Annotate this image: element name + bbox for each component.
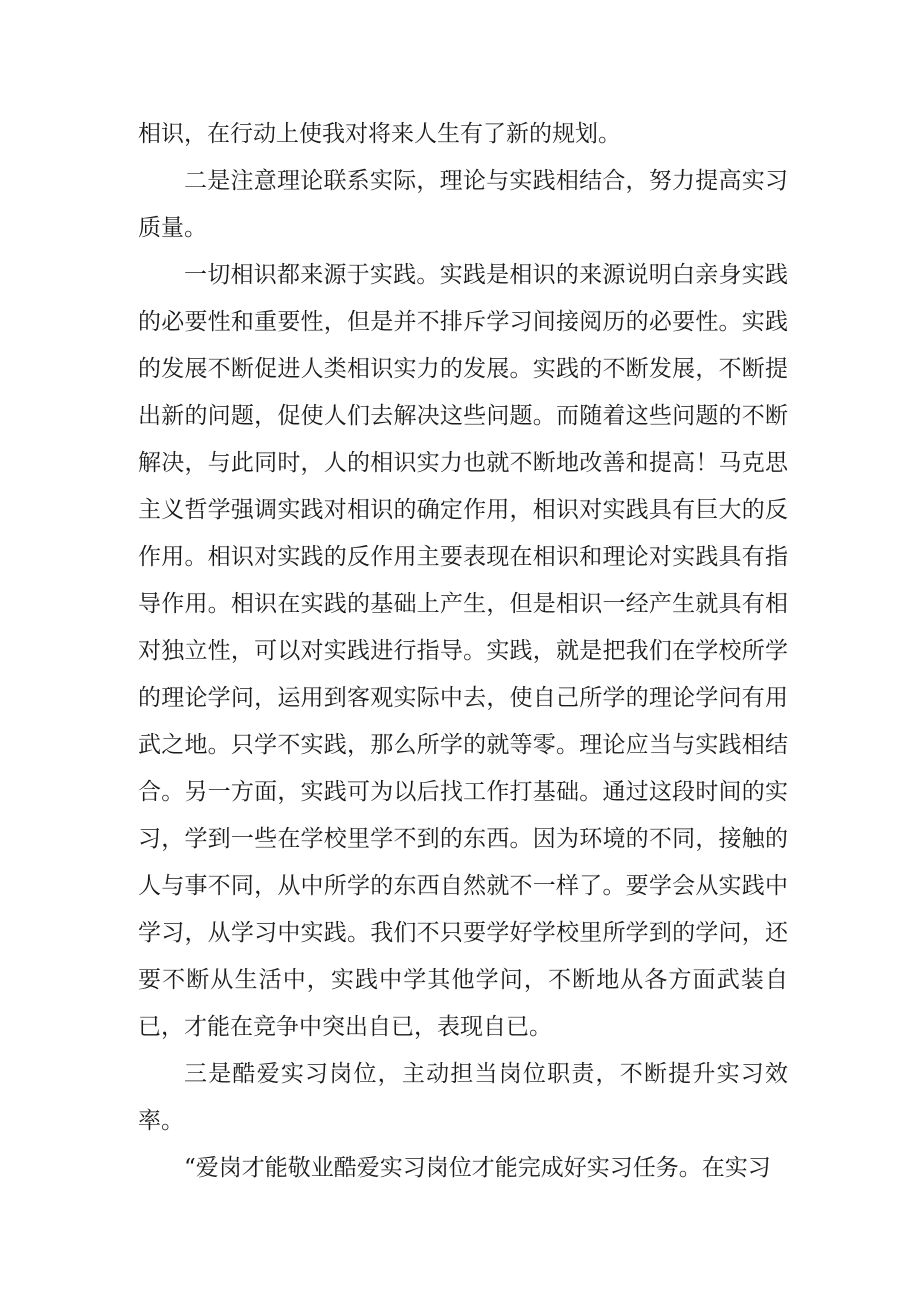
paragraph-point-three: 三是酷爱实习岗位，主动担当岗位职责，不断提升实习效率。	[138, 1061, 788, 1134]
paragraph-theory-practice: 一切相识都来源于实践。实践是相识的来源说明白亲身实践的必要性和重要性，但是并不排斥学习间接阅历的必要性。实践的发展不断促进人类相识实力的发展。实践的不断发展，不断提出新的问题，促使人们去解决这些问题。而随着这些问题的不断解决，与此同时，人的相识实力也就不断地改善和提高！马克思主义哲学强调实践对相识的确定作用，相识对实践具有巨大的反作用。相识对实践的反作用主要表现在相识和理论对实践具有指导作用。相识在实践的基础上产生，但是相识一经产生就具有相对独立性，可以对实践进行指导。实践，就是把我们在学校所学的理论学问，运用到客观实际中去，使自己所学的理论学问有用武之地。只学不实践，那么所学的就等零。理论应当与实践相结合。另一方面，实践可为以后找工作打基础。通过这段时间的实习，学到一些在学校里学不到的东西。因为环境的不同，接触的人与事不同，从中所学的东西自然就不一样了。要学会从实践中学习，从学习中实践。我们不只要学好学校里所学到的学问，还要不断从生活中，实践中学其他学问，不断地从各方面武装自已，才能在竞争中突出自已，表现自已。	[138, 262, 788, 1040]
body-text	[138, 111, 788, 1192]
paragraph-continuation: 相识，在行动上使我对将来人生有了新的规划。	[138, 121, 621, 147]
paragraph-point-two: 二是注意理论联系实际，理论与实践相结合，努力提高实习质量。	[138, 168, 788, 241]
paragraph-love-job: “爱岗才能敬业酷爱实习岗位才能完成好实习任务。在实习	[184, 1155, 771, 1181]
